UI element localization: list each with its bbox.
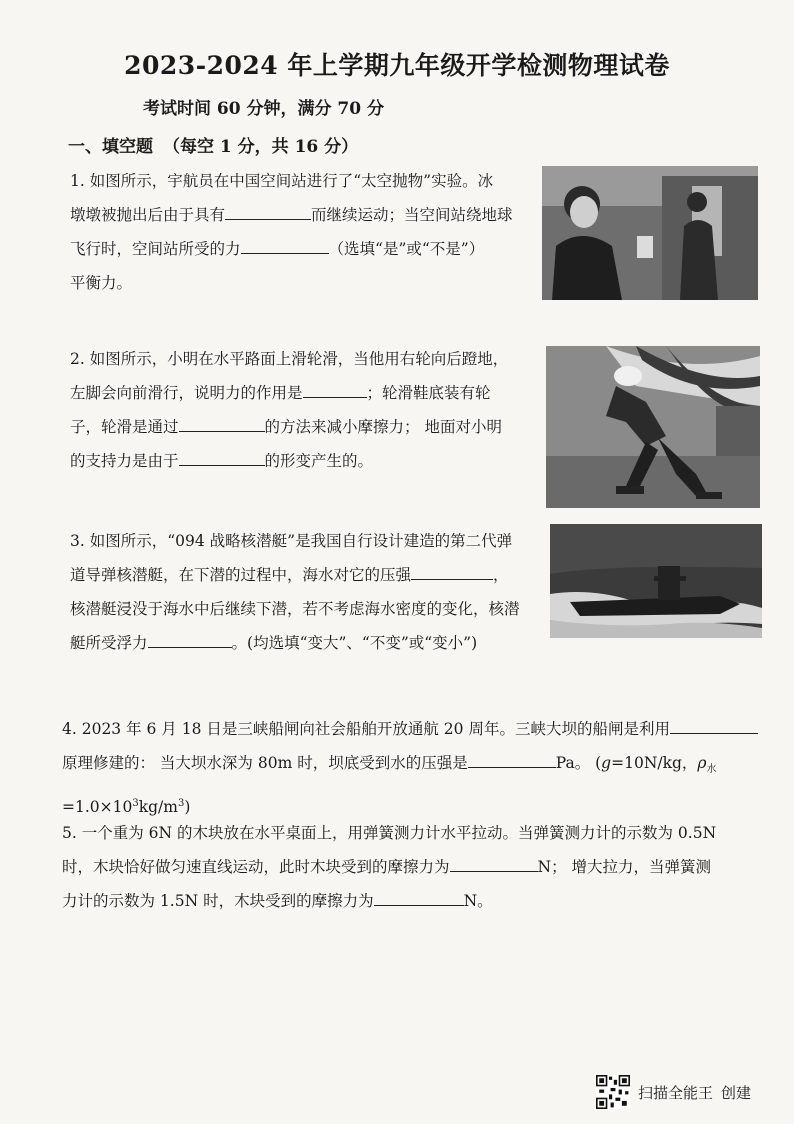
q1-text: 而继续运动；当空间站绕地球	[311, 206, 513, 224]
q3-line-2	[70, 558, 520, 592]
q4-line-2	[62, 746, 758, 787]
q4-answer-blank-1[interactable]	[670, 715, 758, 734]
q5-text: N； 增大拉力，当弹簧测	[537, 858, 712, 876]
q3-text: 。(均选填“变大”、“不变”或“变小”)	[231, 634, 478, 652]
q2-text: 的支持力是由于	[70, 452, 179, 470]
watermark-action: 创建	[721, 1083, 752, 1102]
q4-line-1	[62, 712, 758, 746]
question-1	[70, 164, 513, 300]
q5-text: 时，木块恰好做匀速直线运动，此时木块受到的摩擦力为	[62, 858, 450, 876]
q4-text: 4. 2023 年 6 月 18 日是三峡船闸向社会船舶开放通航 20 周年。三峡大坝的船闸是利用	[62, 720, 670, 738]
q2-answer-blank-2[interactable]	[179, 413, 265, 432]
section-heading	[68, 132, 358, 157]
question-5	[62, 816, 716, 918]
q1-text: 墩墩被抛出后由于具有	[70, 206, 226, 224]
qr-code-icon	[596, 1075, 630, 1109]
q3-answer-blank-2[interactable]	[148, 629, 232, 648]
q3-line-4	[70, 626, 520, 660]
q3-text: 艇所受浮力	[70, 634, 148, 652]
q2-line-2	[70, 376, 508, 410]
q4-text: )	[184, 798, 191, 817]
q2-line-1: 2. 如图所示，小明在水平路面上滑轮滑，当他用右轮向后蹬地，	[70, 350, 509, 368]
q3-text: ，	[493, 566, 509, 584]
q2-text: ；轮滑鞋底装有轮	[366, 384, 491, 402]
q3-answer-blank-1[interactable]	[411, 561, 493, 580]
question-2	[70, 342, 508, 478]
q2-answer-blank-3[interactable]	[179, 447, 265, 466]
question-3	[70, 524, 520, 660]
roller-skater-photo	[546, 346, 760, 508]
scanner-watermark	[596, 1074, 751, 1110]
q2-text: 子，轮滑是通过	[70, 418, 179, 436]
question-4	[62, 712, 758, 824]
section-score-note: （每空 1 分，共 16 分）	[163, 137, 359, 157]
q1-line-2	[70, 198, 513, 232]
q5-line-2	[62, 850, 716, 884]
q2-line-3	[70, 410, 508, 444]
q4-symbol-g: g	[601, 754, 612, 772]
exam-time-note: 考试时间 60 分钟，满分 70 分	[143, 99, 384, 119]
q5-line-3	[62, 884, 716, 918]
q3-line-3: 核潜艇浸没于海水中后继续下潜，若不考虑海水密度的变化，核潜	[70, 600, 520, 618]
q1-text: 飞行时，空间站所受的力	[70, 240, 241, 258]
q5-answer-blank-2[interactable]	[374, 887, 464, 906]
q2-answer-blank-1[interactable]	[303, 379, 367, 398]
q4-superscript: 3	[132, 798, 139, 810]
q1-line-4: 平衡力。	[70, 274, 133, 292]
q1-answer-blank-1[interactable]	[225, 201, 311, 220]
q4-text: =1.0×10	[62, 798, 133, 817]
page-title: 2023-2024 年上学期九年级开学检测物理试卷	[124, 51, 670, 80]
q3-text: 道导弹核潜艇，在下潜的过程中，海水对它的压强	[70, 566, 412, 584]
q4-superscript: 3	[177, 798, 185, 810]
q5-line-1: 5. 一个重为 6N 的木块放在水平桌面上，用弹簧测力计水平拉动。当弹簧测力计的示数为 0.5N	[62, 824, 717, 842]
q1-line-3	[70, 232, 513, 266]
submarine-photo	[550, 524, 762, 638]
watermark-brand: 扫描全能王	[638, 1083, 714, 1102]
q2-line-4	[70, 444, 508, 478]
q4-symbol-rho: ρ	[697, 754, 707, 772]
q4-text: kg/m	[138, 798, 178, 817]
q2-text: 左脚会向前滑行，说明力的作用是	[70, 384, 303, 402]
q5-text: N。	[463, 892, 493, 910]
q1-answer-blank-2[interactable]	[241, 235, 329, 254]
q2-text: 的形变产生的。	[264, 452, 374, 470]
q4-subscript-water: 水	[706, 764, 717, 776]
q2-text: 的方法来减小摩擦力； 地面对小明	[264, 418, 502, 436]
q3-line-1: 3. 如图所示，“094 战略核潜艇”是我国自行设计建造的第二代弹	[70, 532, 513, 550]
q4-text: 原理修建的： 当大坝水深为 80m 时，坝底受到水的压强是	[62, 754, 468, 772]
q4-text: Pa。 (	[555, 754, 602, 772]
q4-answer-blank-2[interactable]	[468, 749, 556, 768]
q1-line-1: 1. 如图所示，宇航员在中国空间站进行了“太空抛物”实验。冰	[70, 172, 494, 190]
q5-answer-blank-1[interactable]	[450, 853, 538, 872]
q5-text: 力计的示数为 1.5N 时，木块受到的摩擦力为	[62, 892, 374, 910]
section-title: 一、填空题	[68, 137, 153, 157]
q4-text: =10N/kg，	[611, 754, 698, 772]
astronaut-photo	[542, 166, 758, 300]
watermark-text	[638, 1082, 751, 1103]
q1-text: （选填“是”或“不是”）	[328, 240, 485, 258]
